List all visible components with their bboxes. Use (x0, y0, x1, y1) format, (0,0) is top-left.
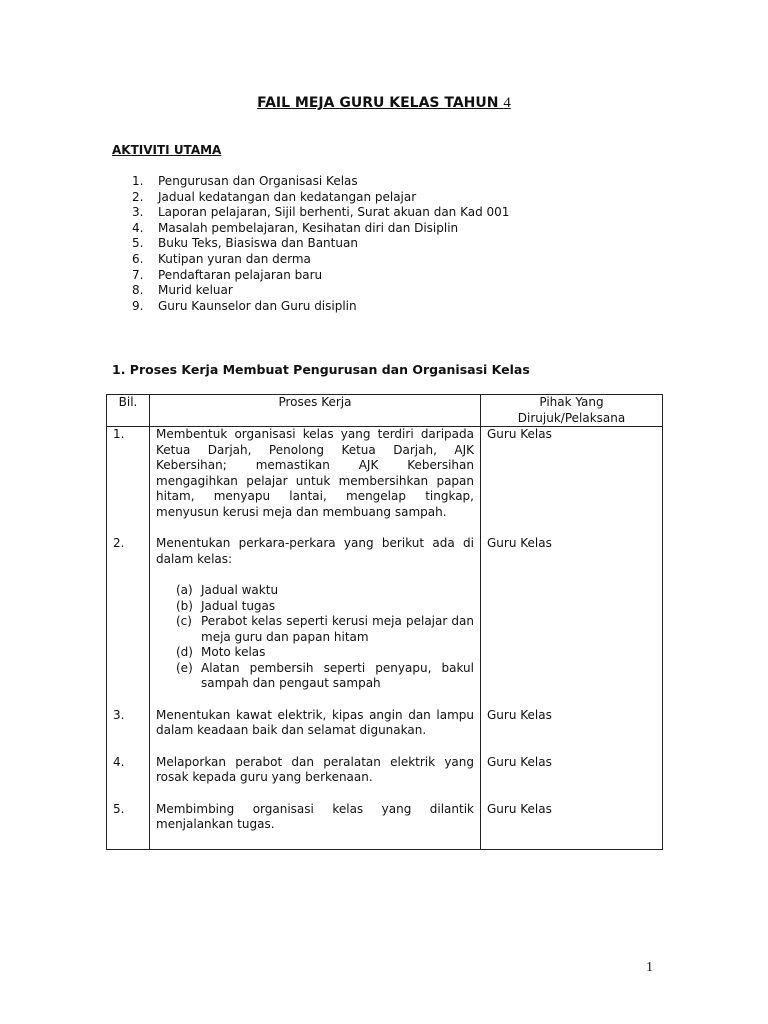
list-item-number: 3. (132, 205, 144, 220)
sub-item-letter: (e) (176, 660, 193, 675)
sub-item-text: Alatan pembersih seperti penyapu, bakul sampah dan pengaut sampah (201, 660, 474, 690)
table-row (107, 427, 663, 537)
list-item-text: Pengurusan dan Organisasi Kelas (158, 174, 358, 188)
list-item-number: 4. (132, 220, 144, 235)
cell-bil: 4. (107, 755, 150, 802)
list-item-number: 2. (132, 189, 144, 204)
subsection-heading: 1. Proses Kerja Membuat Pengurusan dan Organisasi Kelas (112, 362, 530, 377)
sub-item-text: Moto kelas (201, 645, 266, 659)
cell-proses: Menentukan kawat elektrik, kipas angin dan lampu dalam keadaan baik dan selamat digunakan. (150, 708, 481, 755)
sub-list-item (176, 599, 474, 615)
list-item-text: Laporan pelajaran, Sijil berhenti, Surat akuan dan Kad 001 (158, 205, 510, 220)
header-pihak: Pihak Yang Dirujuk/Pelaksana (481, 395, 663, 427)
cell-proses: Membentuk organisasi kelas yang terdiri daripada Ketua Darjah, Penolong Ketua Darjah, AJK Kebersihan; memastikan AJK Kebersihan mengagihkan pelajar untuk membersihkan papan hitam, menyapu lantai, mengelap tingkap, menyusun kerusi meja dan membuang sampah. (150, 427, 481, 537)
cell-pihak: Guru Kelas (481, 536, 663, 708)
cell-pihak: Guru Kelas (481, 802, 663, 850)
table-row (107, 708, 663, 755)
title-text: FAIL MEJA GURU KELAS TAHUN (257, 95, 499, 111)
cell-bil: 5. (107, 802, 150, 850)
cell-bil: 2. (107, 536, 150, 708)
sub-list-item (176, 583, 474, 599)
list-item (132, 221, 509, 237)
cell-proses: Membimbing organisasi kelas yang dilantik menjalankan tugas. (150, 802, 481, 850)
list-item-text: Murid keluar (158, 283, 233, 298)
process-table (106, 394, 663, 850)
sub-item-letter: (d) (176, 645, 193, 659)
list-item-text: Masalah pembelajaran, Kesihatan diri dan Disiplin (158, 220, 459, 235)
header-bil: Bil. (107, 395, 150, 427)
list-item-number: 6. (132, 251, 144, 266)
list-item (132, 283, 509, 299)
list-item (132, 268, 509, 284)
cell-proses (150, 536, 481, 708)
list-item-number: 5. (132, 236, 144, 251)
sub-item-text: Jadual tugas (201, 598, 276, 613)
list-item-number: 1. (132, 174, 144, 188)
page-number: 1 (646, 960, 653, 975)
sub-item-letter: (b) (176, 598, 193, 613)
sub-list-item (176, 614, 474, 645)
list-item-number: 8. (132, 283, 144, 298)
cell-bil: 1. (107, 427, 150, 537)
list-item-text: Kutipan yuran dan derma (158, 251, 311, 266)
cell-pihak: Guru Kelas (481, 755, 663, 802)
list-item (132, 236, 509, 252)
sub-list-item (176, 645, 474, 661)
sub-item-letter: (c) (176, 614, 192, 628)
table-row (107, 802, 663, 850)
list-item (132, 174, 509, 190)
table-header-row (107, 395, 663, 427)
cell-proses: Melaporkan perabot dan peralatan elektrik yang rosak kepada guru yang berkenaan. (150, 755, 481, 802)
section-heading: AKTIVITI UTAMA (112, 143, 222, 157)
sub-item-list (156, 583, 474, 692)
list-item-text: Pendaftaran pelajaran baru (158, 267, 323, 282)
list-item-number: 9. (132, 298, 144, 313)
list-item-text: Jadual kedatangan dan kedatangan pelajar (158, 189, 417, 204)
list-item (132, 252, 509, 268)
list-item (132, 299, 509, 315)
list-item-number: 7. (132, 267, 144, 282)
header-proses: Proses Kerja (150, 395, 481, 427)
cell-bil: 3. (107, 708, 150, 755)
title-number: 4 (503, 95, 511, 111)
activity-list (132, 174, 509, 314)
cell-proses-intro: Menentukan perkara-perkara yang berikut ada di dalam kelas: (156, 536, 474, 566)
list-item (132, 190, 509, 206)
sub-item-letter: (a) (176, 583, 193, 597)
cell-pihak: Guru Kelas (481, 427, 663, 537)
sub-list-item (176, 661, 474, 692)
document-title (0, 95, 768, 112)
table-row (107, 755, 663, 802)
cell-pihak: Guru Kelas (481, 708, 663, 755)
list-item-text: Buku Teks, Biasiswa dan Bantuan (158, 236, 358, 251)
sub-item-text: Perabot kelas seperti kerusi meja pelajar dan meja guru dan papan hitam (201, 614, 474, 644)
sub-item-text: Jadual waktu (201, 583, 279, 597)
list-item (132, 205, 509, 221)
table-row (107, 536, 663, 708)
list-item-text: Guru Kaunselor dan Guru disiplin (158, 298, 357, 313)
